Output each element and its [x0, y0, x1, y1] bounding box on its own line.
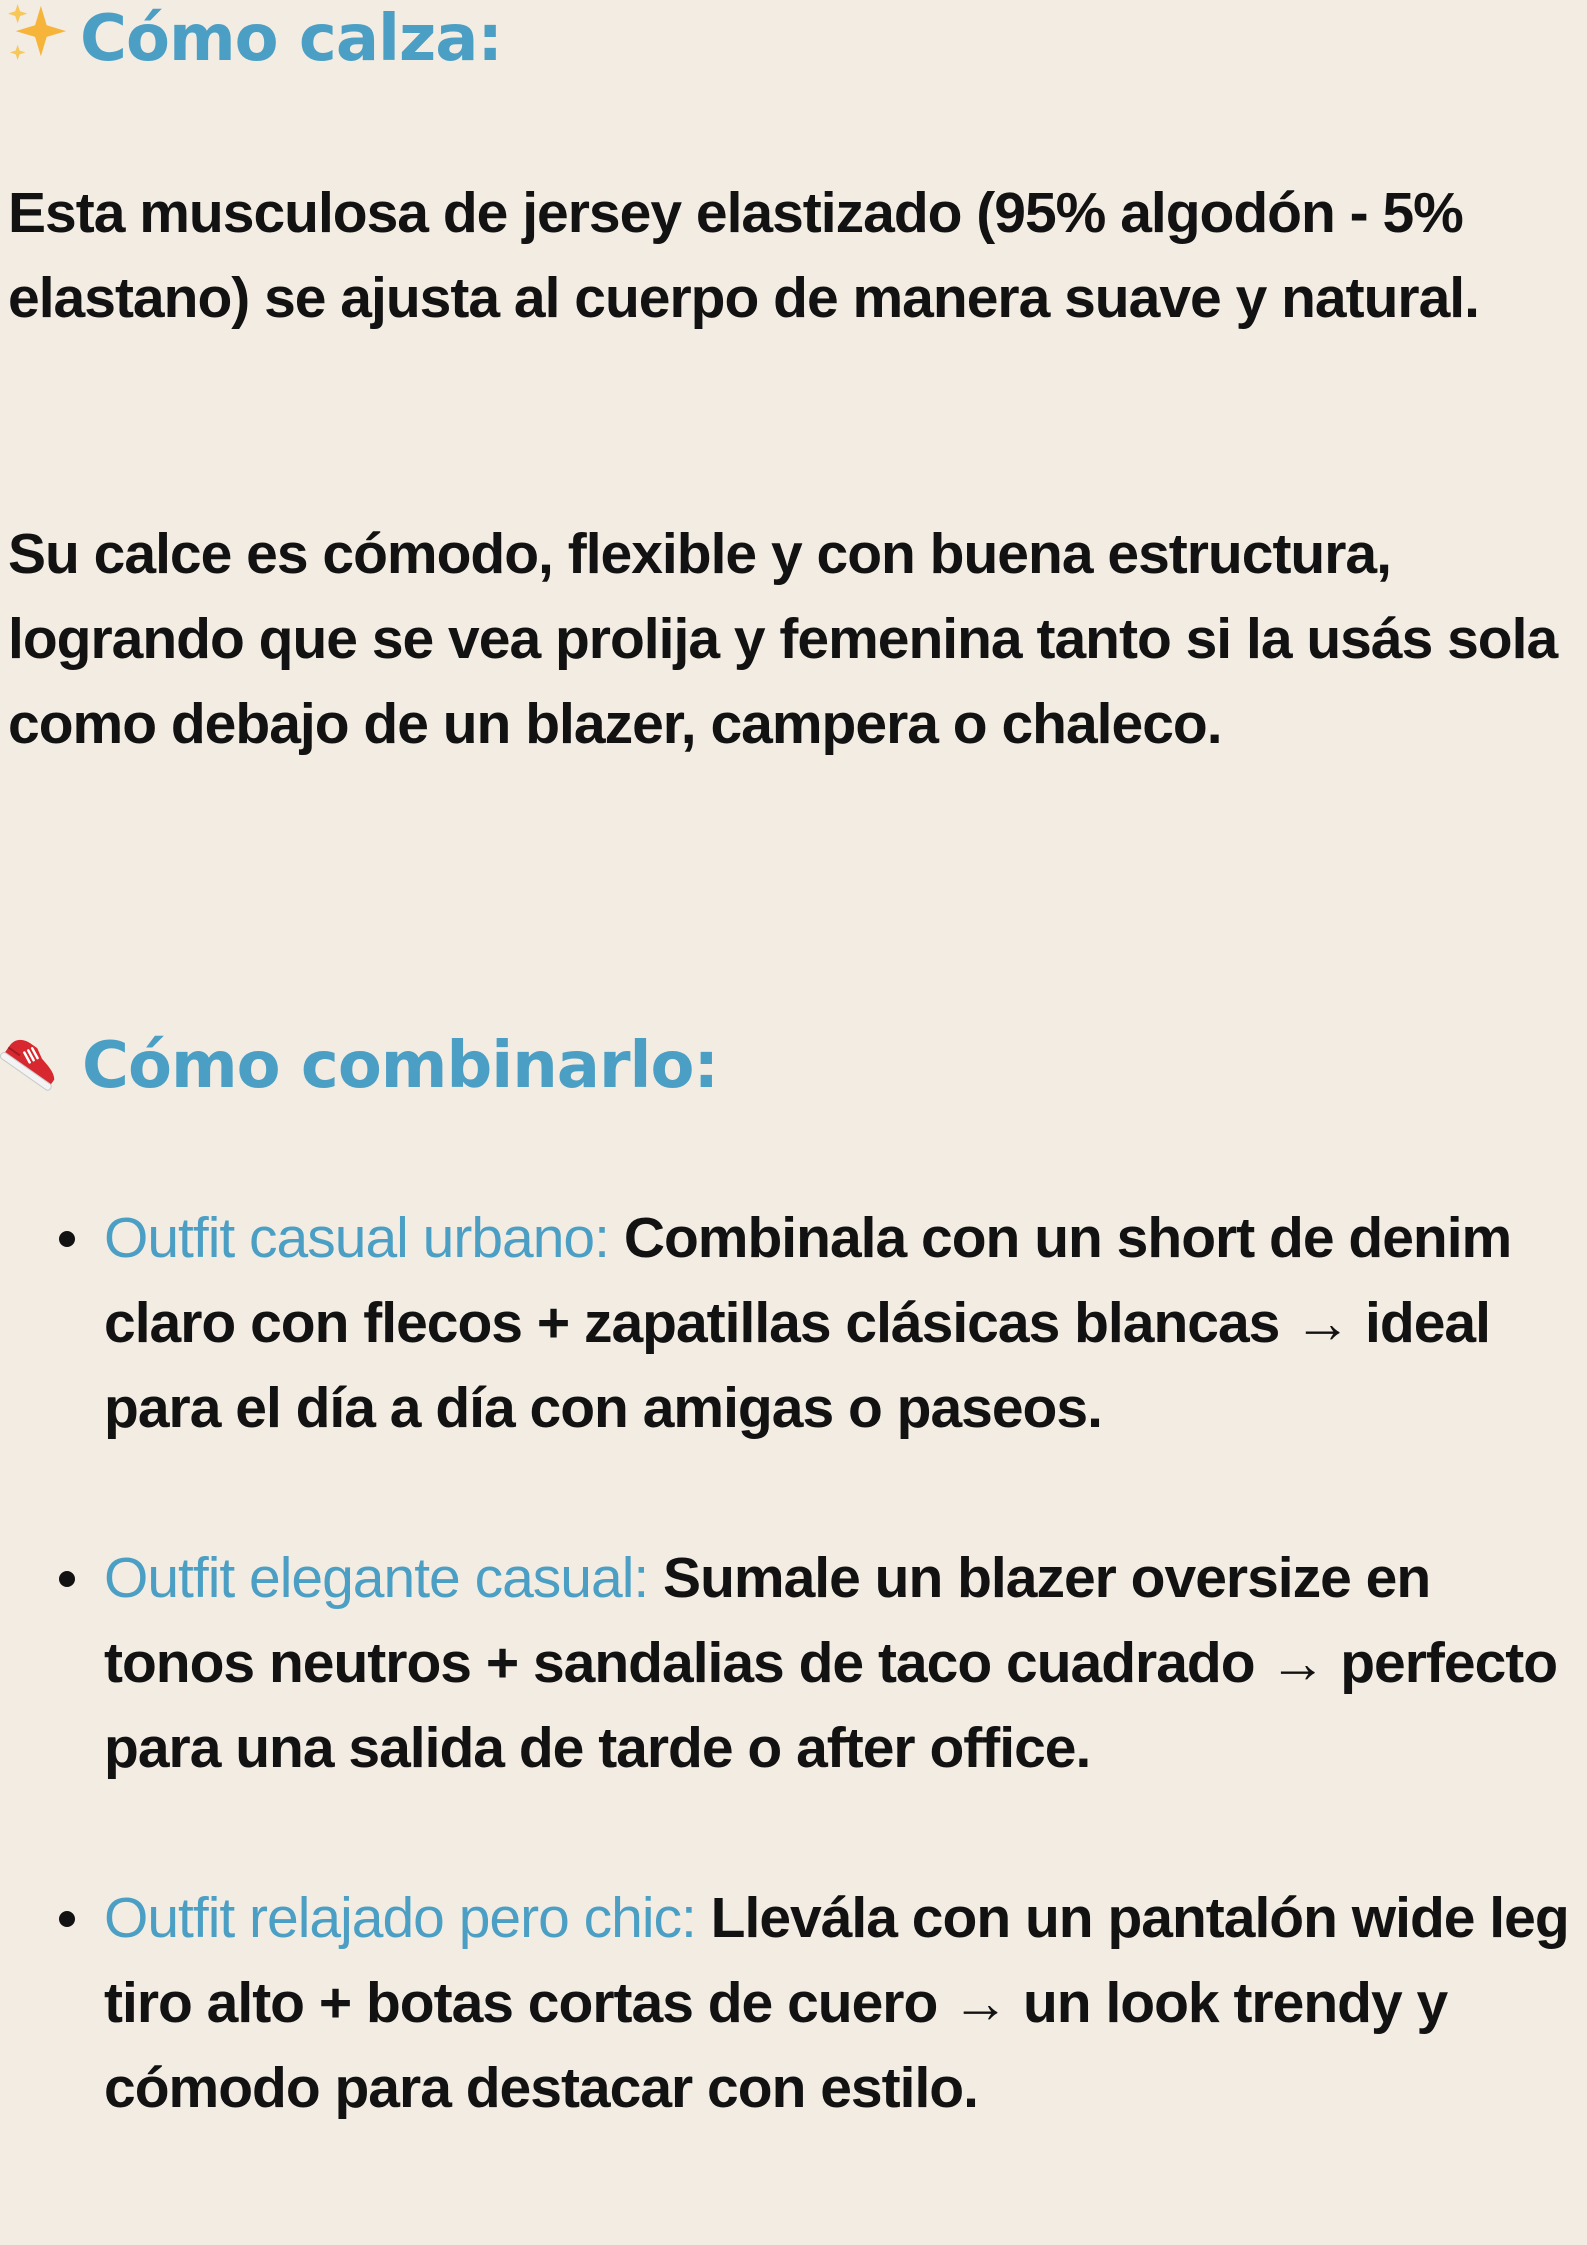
sparkles-icon: [6, 2, 68, 75]
bullet-icon: [59, 1571, 75, 1587]
section-title: Cómo combinarlo:: [82, 1028, 719, 1103]
list-item: [104, 1876, 1584, 2131]
outfit-title: Outfit casual urbano:: [104, 1206, 609, 1270]
fit-paragraph-2: Su calce es cómodo, flexible y con buena estructura, logrando que se vea prolija y femenina tanto si la usás sola como debajo de un blazer, campera o chaleco.: [8, 522, 1558, 756]
list-item: [104, 1536, 1584, 1791]
outfit-description: Sumale un blazer oversize en tonos neutros + sandalias de taco cuadrado → perfecto para una salida de tarde o after office.: [104, 1546, 1558, 1780]
outfit-description: Llevála con un pantalón wide leg tiro alto + botas cortas de cuero → un look trendy y cómodo para destacar con estilo.: [104, 1886, 1569, 2120]
outfit-title: Outfit relajado pero chic:: [104, 1886, 696, 1950]
sneaker-icon: [0, 1025, 70, 1106]
list-item: [104, 1196, 1584, 1451]
section-title: Cómo calza:: [80, 1, 502, 76]
section-heading-fit: [6, 2, 502, 75]
outfit-title: Outfit elegante casual:: [104, 1546, 649, 1610]
bullet-icon: [59, 1231, 75, 1247]
section-heading-combine: [0, 1025, 718, 1106]
fit-paragraph-1: Esta musculosa de jersey elastizado (95% algodón - 5% elastano) se ajusta al cuerpo de manera suave y natural.: [8, 181, 1479, 330]
outfit-description: Combinala con un short de denim claro con flecos + zapatillas clásicas blancas → ideal para el día a día con amigas o paseos.: [104, 1206, 1512, 1440]
bullet-icon: [59, 1911, 75, 1927]
